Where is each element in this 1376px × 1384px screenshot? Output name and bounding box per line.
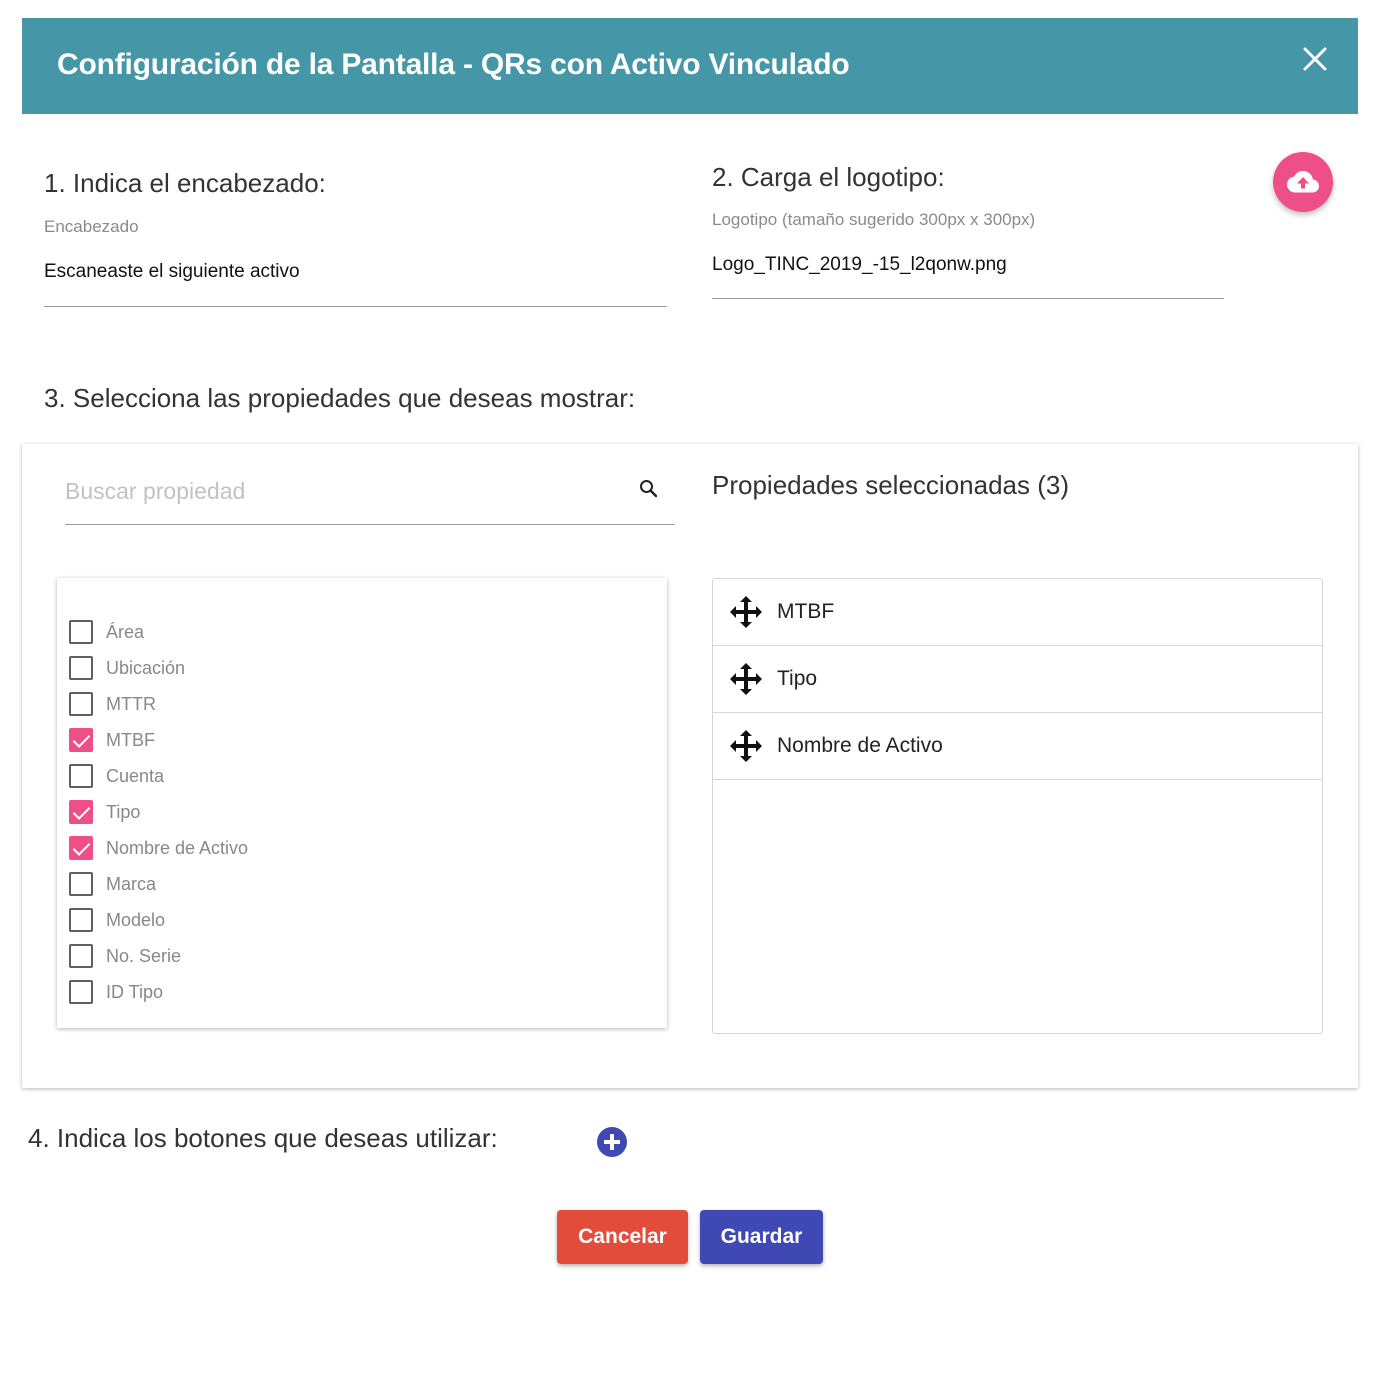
logo-section-title: 2. Carga el logotipo: (712, 162, 945, 192)
property-option-label: MTBF (106, 729, 155, 750)
selected-item-nombre-de-activo[interactable] (713, 713, 1322, 780)
property-option-marca[interactable] (69, 870, 156, 898)
checkbox-icon[interactable] (69, 620, 93, 644)
selected-item-label: MTBF (777, 600, 835, 623)
checkbox-icon[interactable] (69, 656, 93, 680)
checkbox-icon[interactable] (69, 944, 93, 968)
property-option-mtbf[interactable] (69, 726, 155, 754)
dialog-header (22, 18, 1358, 114)
checkbox-icon[interactable] (69, 764, 93, 788)
property-option-cuenta[interactable] (69, 762, 164, 790)
checkbox-icon[interactable] (69, 980, 93, 1004)
logo-field-underline (712, 298, 1224, 299)
property-option-modelo[interactable] (69, 906, 165, 934)
move-icon[interactable] (729, 595, 763, 629)
selected-item-label: Nombre de Activo (777, 734, 943, 757)
property-option-id-tipo[interactable] (69, 978, 163, 1006)
move-icon[interactable] (729, 729, 763, 763)
property-option-label: MTTR (106, 693, 156, 714)
selected-item-tipo[interactable] (713, 646, 1322, 713)
selected-properties-list (712, 578, 1323, 1034)
property-option-mttr[interactable] (69, 690, 156, 718)
property-option-label: Cuenta (106, 765, 165, 786)
property-option-label: ID Tipo (106, 981, 164, 1002)
save-button[interactable]: Guardar (700, 1210, 823, 1264)
properties-section-title: 3. Selecciona las propiedades que deseas mostrar: (44, 383, 636, 413)
property-option-label: Nombre de Activo (106, 837, 249, 858)
buttons-section-title: 4. Indica los botones que deseas utilizar: (28, 1123, 498, 1153)
upload-logo-button[interactable] (1273, 152, 1333, 212)
checkbox-checked-icon[interactable] (69, 728, 93, 752)
search-icon[interactable] (638, 478, 660, 500)
property-option-label: Ubicación (106, 657, 186, 678)
selected-properties-title: Propiedades seleccionadas (3) (712, 470, 1069, 500)
checkbox-checked-icon[interactable] (69, 800, 93, 824)
move-icon[interactable] (729, 662, 763, 696)
cloud-upload-icon (1286, 166, 1320, 198)
logo-field-label: Logotipo (tamaño sugerido 300px x 300px) (712, 210, 1036, 229)
selected-item-mtbf[interactable] (713, 579, 1322, 646)
property-option-area[interactable] (69, 618, 144, 646)
header-section-title: 1. Indica el encabezado: (44, 168, 326, 198)
header-field-input[interactable]: Escaneaste el siguiente activo (44, 261, 300, 282)
property-option-tipo[interactable] (69, 798, 140, 826)
dialog-title: Configuración de la Pantalla - QRs con Activo Vinculado (57, 48, 850, 81)
search-input[interactable]: Buscar propiedad (65, 478, 246, 504)
header-field-underline (44, 306, 667, 307)
properties-panel (22, 444, 1358, 1088)
close-icon[interactable] (1300, 44, 1330, 74)
checkbox-icon[interactable] (69, 872, 93, 896)
property-option-label: Modelo (106, 909, 166, 930)
checkbox-icon[interactable] (69, 692, 93, 716)
logo-field-input[interactable]: Logo_TINC_2019_-15_l2qonw.png (712, 254, 1007, 275)
property-option-ubicacion[interactable] (69, 654, 185, 682)
property-option-label: Tipo (106, 801, 141, 822)
checkbox-icon[interactable] (69, 908, 93, 932)
header-field-label: Encabezado (44, 217, 139, 236)
property-option-label: No. Serie (106, 945, 182, 966)
property-options-list[interactable] (57, 578, 667, 1028)
property-option-label: Marca (106, 873, 157, 894)
cancel-button[interactable]: Cancelar (557, 1210, 688, 1264)
search-underline (65, 524, 675, 525)
property-option-label: Área (106, 621, 145, 642)
add-circle-icon[interactable] (597, 1127, 627, 1157)
selected-item-label: Tipo (777, 667, 818, 690)
property-option-nombre-de-activo[interactable] (69, 834, 248, 862)
property-option-no-serie[interactable] (69, 942, 181, 970)
checkbox-checked-icon[interactable] (69, 836, 93, 860)
